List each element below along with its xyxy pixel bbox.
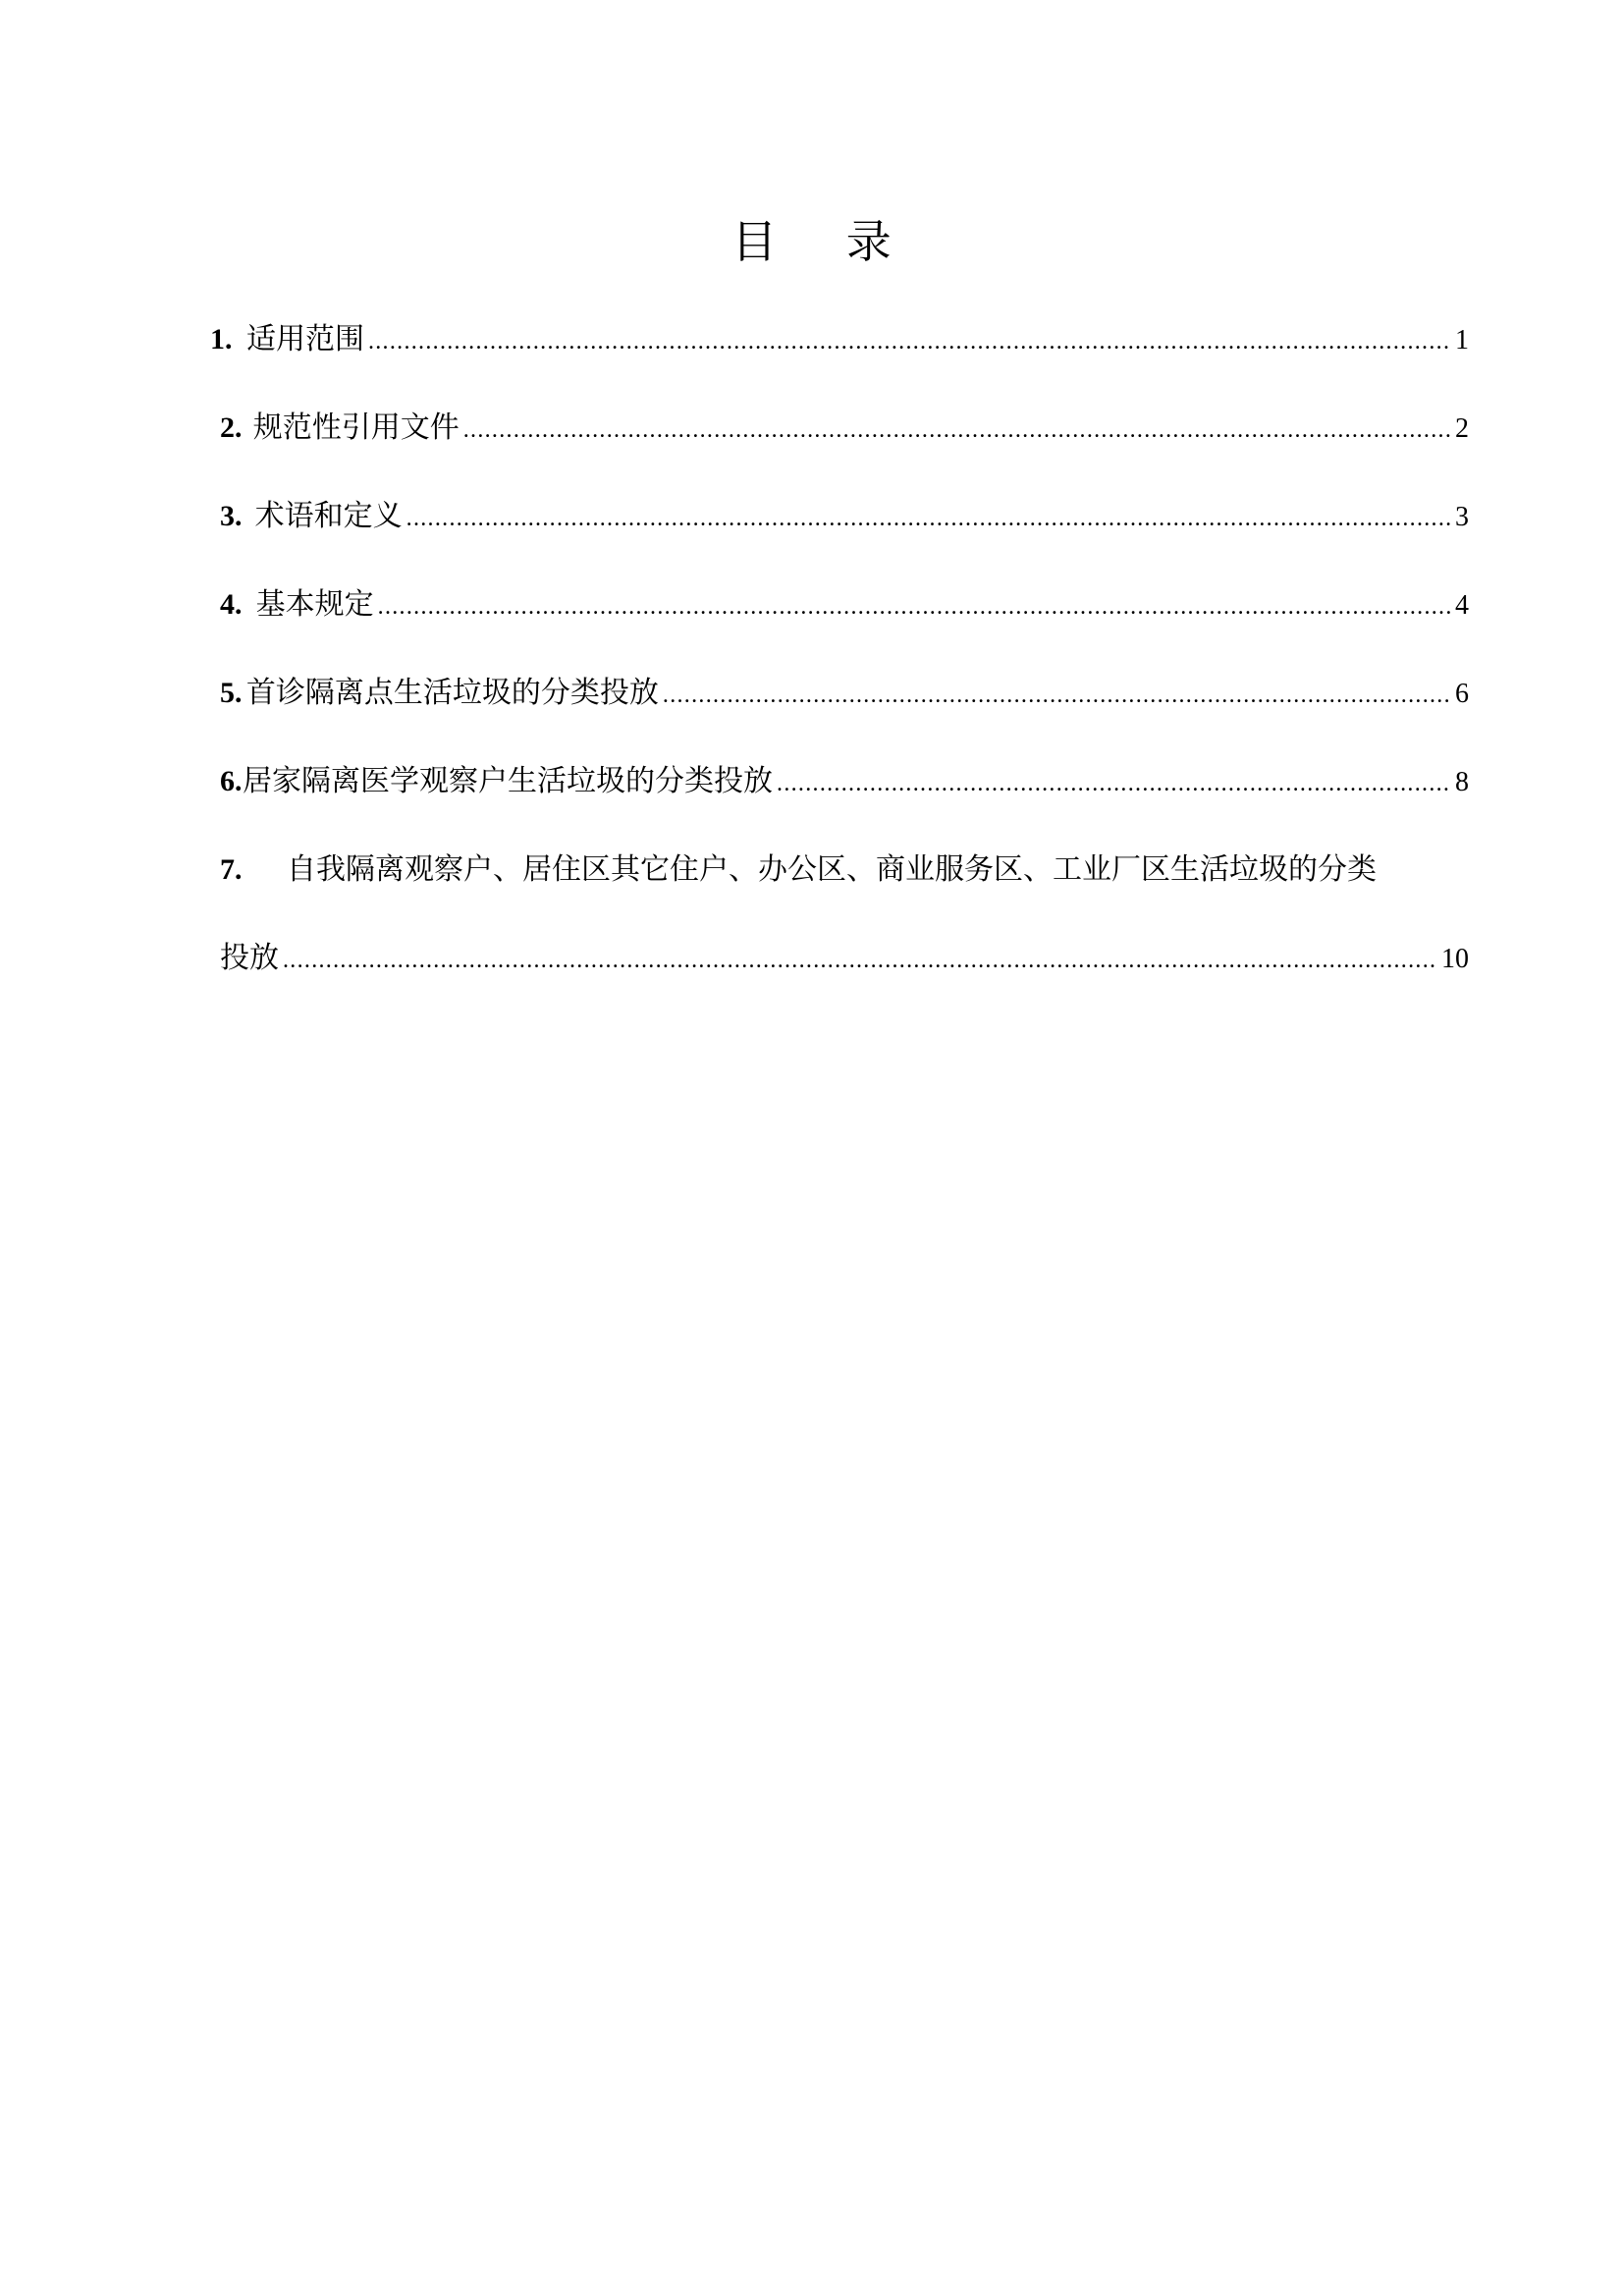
toc-entry-number: 3. xyxy=(220,500,243,532)
toc-entry-text: 居家隔离医学观察户生活垃圾的分类投放 xyxy=(243,764,774,798)
toc-leader-dots xyxy=(378,587,1451,627)
toc-entry-page: 4 xyxy=(1455,590,1469,621)
toc-leader-dots xyxy=(283,941,1437,980)
toc-entry-text: 适用范围 xyxy=(245,322,364,356)
toc-entry-5[interactable] xyxy=(220,674,1469,713)
toc-entry-3[interactable] xyxy=(220,497,1469,536)
toc-entry-6[interactable] xyxy=(220,762,1469,801)
toc-entry-text: 首诊隔离点生活垃圾的分类投放 xyxy=(245,676,659,710)
toc-entry-page: 10 xyxy=(1441,944,1469,974)
toc-entry-page: 2 xyxy=(1455,413,1469,444)
toc-list xyxy=(0,0,1623,1080)
toc-entry-number: 4. xyxy=(220,588,243,621)
toc-entry-number: 2. xyxy=(220,411,243,444)
toc-entry-text: 术语和定义 xyxy=(254,499,403,533)
toc-entry-page: 6 xyxy=(1455,679,1469,709)
toc-leader-dots xyxy=(406,499,1451,538)
toc-entry-text: 规范性引用文件 xyxy=(252,410,460,445)
toc-entry-1[interactable] xyxy=(210,320,1469,359)
toc-entry-4[interactable] xyxy=(220,585,1469,625)
toc-entry-2[interactable] xyxy=(220,409,1469,448)
toc-leader-dots xyxy=(663,676,1451,715)
toc-entry-7-line2[interactable] xyxy=(220,939,1469,978)
toc-entry-text: 自我隔离观察户、居住区其它住户、办公区、商业服务区、工业厂区生活垃圾的分类 xyxy=(287,852,1377,887)
toc-title: 目 录 xyxy=(731,215,919,268)
toc-entry-text: 基本规定 xyxy=(255,587,374,622)
toc-entry-number: 5. xyxy=(220,677,243,709)
toc-entry-page: 1 xyxy=(1455,325,1469,355)
toc-entry-page: 8 xyxy=(1455,767,1469,797)
toc-entry-number: 1. xyxy=(210,323,233,355)
toc-entry-7-line1[interactable] xyxy=(220,850,1377,890)
toc-entry-number: 6. xyxy=(220,765,243,797)
toc-entry-number: 7. xyxy=(220,853,243,886)
toc-leader-dots xyxy=(777,764,1451,803)
toc-leader-dots xyxy=(368,322,1451,361)
toc-entry-page: 3 xyxy=(1455,502,1469,532)
toc-entry-text-continued: 投放 xyxy=(220,941,279,975)
toc-leader-dots xyxy=(463,410,1451,450)
